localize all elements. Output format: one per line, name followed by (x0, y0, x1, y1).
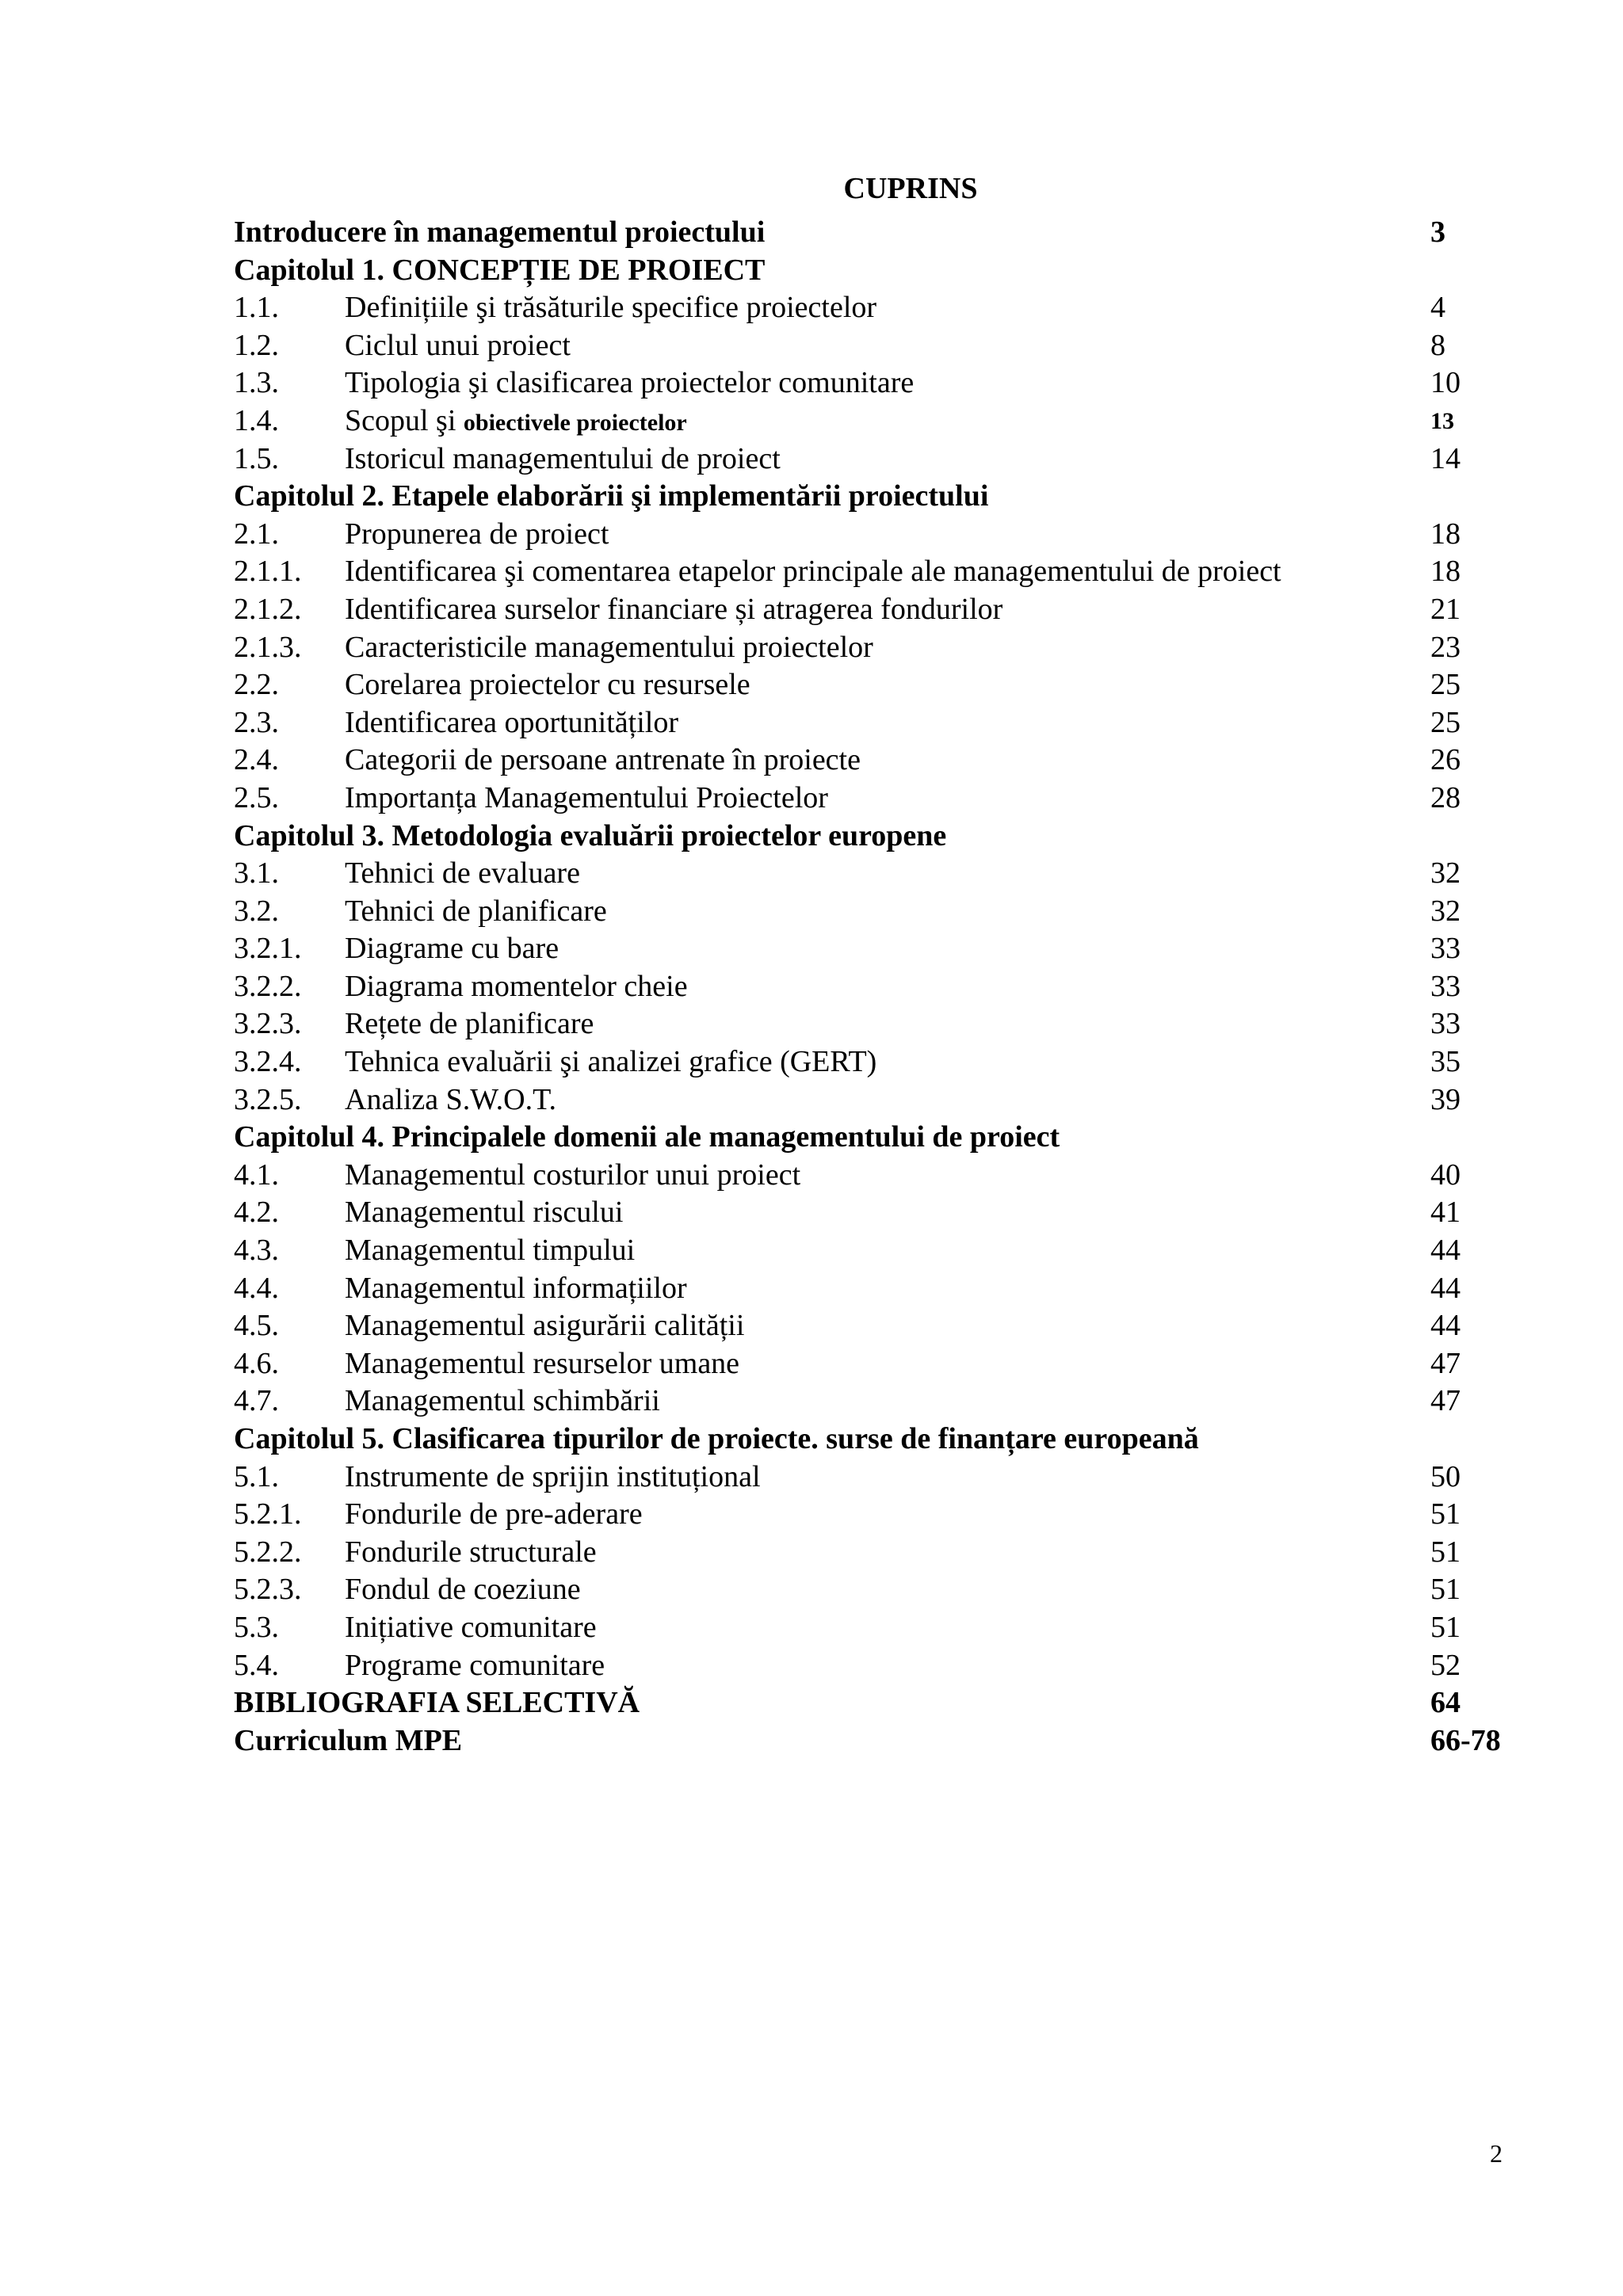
toc-entry-page: 50 (1430, 1459, 1461, 1493)
toc-entry (234, 441, 1533, 479)
toc-entry-title-part-small: obiectivele proiectelor (463, 409, 687, 436)
toc-entry-title: Definițiile şi trăsăturile specifice proiectelor (345, 291, 877, 325)
toc-entry (234, 553, 1533, 591)
toc-entry-page: 66-78 (1430, 1723, 1501, 1757)
toc-entry (234, 1005, 1533, 1043)
toc-entry-page: 51 (1430, 1497, 1461, 1531)
toc-entry-page: 35 (1430, 1045, 1461, 1079)
toc-entry-page: 44 (1430, 1234, 1461, 1268)
toc-entry-title: Fondurile structurale (345, 1535, 597, 1569)
toc-entry-title: Corelarea proiectelor cu resursele (345, 668, 750, 702)
toc-entry-page: 25 (1430, 705, 1461, 739)
toc-entry (234, 1270, 1533, 1308)
toc-entry (234, 968, 1533, 1006)
toc-entry-title: Ciclul unui proiect (345, 328, 571, 362)
toc-entry-title: Importanța Managementului Proiectelor (345, 780, 828, 814)
toc-entry-title: Managementul timpului (345, 1234, 636, 1268)
toc-entry-title: Tehnici de planificare (345, 894, 607, 928)
toc-entry-title: Diagrama momentelor cheie (345, 969, 688, 1003)
toc-entry-title: Managementul schimbării (345, 1384, 660, 1418)
toc-entry-title: Managementul informațiilor (345, 1271, 687, 1305)
toc-entry (234, 1571, 1533, 1609)
toc-entry (234, 1534, 1533, 1572)
toc-entry (234, 666, 1533, 704)
toc-entry-page: 32 (1430, 894, 1461, 928)
toc-entry-page: 25 (1430, 668, 1461, 702)
toc-entry-number: 2.5. (234, 780, 279, 814)
toc-entry-number: 2.1.1. (234, 555, 302, 589)
toc-entry (234, 1194, 1533, 1232)
toc-entry (234, 364, 1533, 402)
toc-entry (234, 591, 1533, 629)
toc-entry-title: Identificarea oportunităților (345, 705, 678, 739)
toc-entry (234, 1157, 1533, 1195)
toc-entry (234, 402, 1533, 441)
toc-heading (234, 1684, 1533, 1722)
toc-entry-number: 5.2.3. (234, 1573, 302, 1607)
toc-entry-page: 32 (1430, 856, 1461, 891)
toc-entry-number: 2.3. (234, 705, 279, 739)
toc-entry-title: Capitolul 2. Etapele elaborării şi implementării proiectului (234, 479, 989, 513)
toc-entry-title: Curriculum MPE (234, 1723, 463, 1757)
toc-entry-title: Instrumente de sprijin instituțional (345, 1459, 761, 1493)
toc-entry-title: Propunerea de proiect (345, 517, 609, 551)
toc-entry-title: Managementul riscului (345, 1196, 624, 1230)
page-number: 2 (1490, 2139, 1503, 2168)
toc-entry-title: Capitolul 1. CONCEPȚIE DE PROIECT (234, 253, 766, 287)
toc-entry-title: Fondurile de pre-aderare (345, 1497, 643, 1531)
toc-entry-title: Managementul costurilor unui proiect (345, 1158, 801, 1192)
toc-entry (234, 1043, 1533, 1081)
toc-entry-title: Tipologia şi clasificarea proiectelor comunitare (345, 366, 915, 400)
toc-heading (234, 1421, 1533, 1459)
toc-entry-number: 2.1.2. (234, 592, 302, 626)
toc-entry-number: 1.3. (234, 366, 279, 400)
toc-entry-title (345, 402, 687, 442)
toc-entry-page: 28 (1430, 780, 1461, 814)
toc-entry (234, 629, 1533, 667)
toc-entry-title: Tehnici de evaluare (345, 856, 580, 891)
toc-entry-page: 47 (1430, 1346, 1461, 1380)
toc-entry-page: 8 (1430, 328, 1445, 362)
toc-entry-page: 44 (1430, 1309, 1461, 1343)
toc-entry-number: 3.2.5. (234, 1082, 302, 1116)
toc-entry-title: Caracteristicile managementului proiectelor (345, 630, 873, 664)
toc-entry-title: Istoricul managementului de proiect (345, 441, 781, 475)
toc-entry-title: Tehnica evaluării şi analizei grafice (GERT) (345, 1045, 877, 1079)
toc-entry-number: 1.1. (234, 291, 279, 325)
toc-entry (234, 1496, 1533, 1534)
toc-entry-title: Introducere în managementul proiectului (234, 215, 766, 249)
toc-entry-number: 4.7. (234, 1384, 279, 1418)
toc-entry-number: 5.3. (234, 1610, 279, 1644)
toc-entry (234, 1232, 1533, 1270)
toc-entry-page: 51 (1430, 1573, 1461, 1607)
toc-entry (234, 1609, 1533, 1647)
toc-entry-number: 5.2.1. (234, 1497, 302, 1531)
toc-entry-title: Categorii de persoane antrenate în proiecte (345, 743, 861, 777)
toc-entry-page: 33 (1430, 1007, 1461, 1041)
toc-entry-title: Analiza S.W.O.T. (345, 1082, 557, 1116)
toc-entry-title: Capitolul 5. Clasificarea tipurilor de proiecte. surse de finanțare europeană (234, 1422, 1199, 1455)
toc-entry-number: 4.3. (234, 1234, 279, 1268)
toc-entry-title: Managementul resurselor umane (345, 1346, 740, 1380)
toc-entry (234, 1383, 1533, 1421)
toc-entry-page: 18 (1430, 517, 1461, 551)
toc-heading (234, 1722, 1533, 1760)
toc-entry-number: 4.5. (234, 1309, 279, 1343)
toc-entry-number: 2.2. (234, 668, 279, 702)
toc-entry-page: 21 (1430, 592, 1461, 626)
toc-entry-number: 1.5. (234, 441, 279, 475)
toc-entry-page: 44 (1430, 1271, 1461, 1305)
toc-entry-number: 2.1.3. (234, 630, 302, 664)
toc-heading (234, 214, 1533, 252)
toc-entry-page: 26 (1430, 743, 1461, 777)
toc-entry-page: 23 (1430, 630, 1461, 664)
toc-entry-page: 39 (1430, 1082, 1461, 1116)
toc-entry-number: 5.1. (234, 1459, 279, 1493)
toc-entry-number: 1.4. (234, 403, 279, 437)
toc-entry (234, 1459, 1533, 1497)
toc-entry-page: 41 (1430, 1196, 1461, 1230)
toc-entry (234, 704, 1533, 742)
toc-entry (234, 855, 1533, 893)
toc-entry (234, 289, 1533, 327)
toc-entry-title: Diagrame cu bare (345, 932, 559, 966)
toc-entry-title-part: Scopul şi (345, 403, 464, 437)
toc-entry-page: 64 (1430, 1686, 1461, 1720)
toc-entry (234, 1345, 1533, 1383)
toc-entry-page: 33 (1430, 932, 1461, 966)
toc-entry-title: Rețete de planificare (345, 1007, 594, 1041)
toc-entry (234, 327, 1533, 365)
toc-entry (234, 930, 1533, 968)
toc-entry-page: 14 (1430, 441, 1461, 475)
toc-entry-number: 4.4. (234, 1271, 279, 1305)
toc-entry-page: 40 (1430, 1158, 1461, 1192)
toc-heading (234, 478, 1533, 516)
toc-heading (234, 818, 1533, 856)
toc-entry (234, 1081, 1533, 1119)
toc-entry (234, 1647, 1533, 1685)
toc-entry-number: 3.2.4. (234, 1045, 302, 1079)
toc-entry (234, 516, 1533, 554)
toc-entry-page: 33 (1430, 969, 1461, 1003)
toc-entry-title: BIBLIOGRAFIA SELECTIVĂ (234, 1686, 640, 1720)
toc-entry-page: 18 (1430, 555, 1461, 589)
toc-entry-page: 51 (1430, 1535, 1461, 1569)
toc-entry-page: 3 (1430, 215, 1445, 249)
toc-entry (234, 780, 1533, 818)
toc-entry (234, 893, 1533, 931)
table-of-contents (234, 214, 1533, 1760)
toc-entry-title: Identificarea surselor financiare și atragerea fondurilor (345, 592, 1003, 626)
toc-entry-number: 2.1. (234, 517, 279, 551)
toc-entry-title: Capitolul 4. Principalele domenii ale managementului de proiect (234, 1120, 1060, 1154)
toc-entry-page: 51 (1430, 1610, 1461, 1644)
toc-entry (234, 742, 1533, 780)
page-title: CUPRINS (843, 172, 978, 205)
toc-entry-number: 4.2. (234, 1196, 279, 1230)
toc-entry-number: 4.6. (234, 1346, 279, 1380)
toc-entry-number: 2.4. (234, 743, 279, 777)
toc-entry-title: Managementul asigurării calității (345, 1309, 745, 1343)
toc-entry-number: 3.1. (234, 856, 279, 891)
toc-entry-title: Fondul de coeziune (345, 1573, 581, 1607)
toc-entry-title: Identificarea şi comentarea etapelor principale ale managementului de proiect (345, 555, 1281, 589)
toc-entry-page: 52 (1430, 1648, 1461, 1682)
toc-entry-page: 13 (1430, 407, 1454, 434)
toc-entry-number: 5.4. (234, 1648, 279, 1682)
toc-entry-number: 3.2. (234, 894, 279, 928)
toc-entry-page: 4 (1430, 291, 1445, 325)
toc-entry-number: 4.1. (234, 1158, 279, 1192)
toc-entry-number: 3.2.1. (234, 932, 302, 966)
toc-entry-title: Programe comunitare (345, 1648, 605, 1682)
toc-entry-number: 1.2. (234, 328, 279, 362)
toc-entry-page: 10 (1430, 366, 1461, 400)
toc-entry-number: 3.2.2. (234, 969, 302, 1003)
toc-entry-number: 5.2.2. (234, 1535, 302, 1569)
toc-heading (234, 252, 1533, 290)
toc-entry (234, 1307, 1533, 1345)
toc-entry-page: 47 (1430, 1384, 1461, 1418)
toc-entry-number: 3.2.3. (234, 1007, 302, 1041)
toc-heading (234, 1119, 1533, 1157)
toc-entry-title: Inițiative comunitare (345, 1610, 597, 1644)
toc-entry-title: Capitolul 3. Metodologia evaluării proiectelor europene (234, 818, 947, 852)
